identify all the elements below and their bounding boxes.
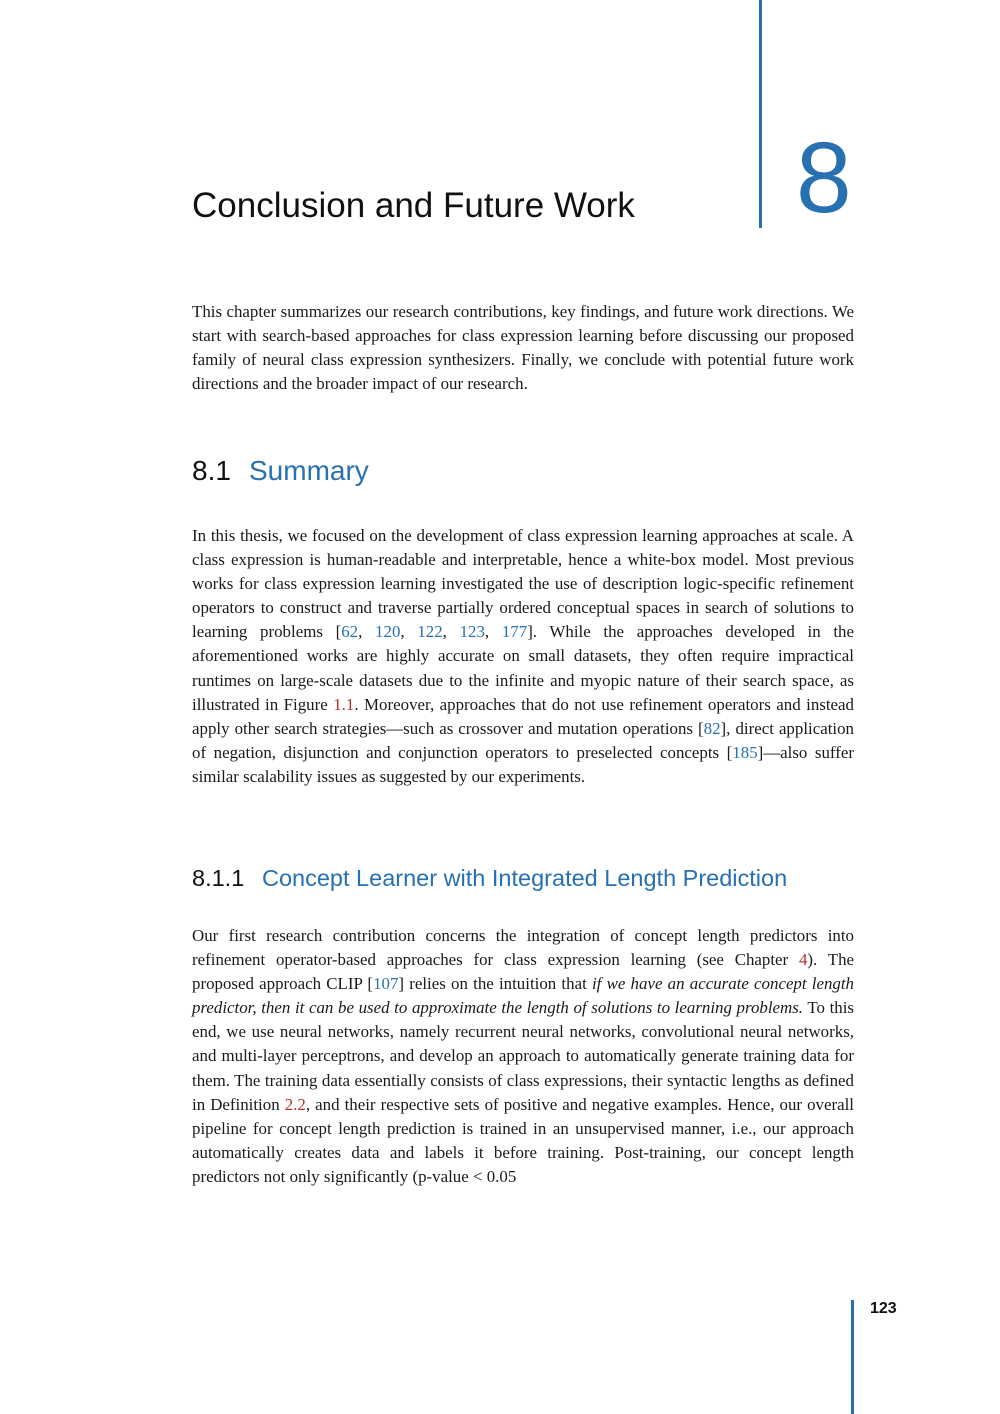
citation-separator: , <box>442 622 460 642</box>
intro-paragraph: This chapter summarizes our research contributions, key findings, and future work directions. We start with search-based approaches for class expression learning before discussing our proposed family of neural class expression synthesizers. Finally, we conclude with potential future work directions and the broader impact of our research. <box>192 302 854 394</box>
citation-link[interactable]: 82 <box>703 718 721 738</box>
definition-reference-link[interactable]: 2.2 <box>284 1094 306 1114</box>
clip-paragraph <box>192 924 854 1189</box>
paragraph-text: In this thesis, we focused on the development of class expression learning approaches at scale. A class expression is human-readable and interpretable, hence a white-box model. Most previous works for class expression learning investigated the use of description logic-specific refinement operators to construct and traverse partially ordered conceptual spaces in search of solutions to learning problems [ <box>192 526 854 642</box>
citation-link[interactable]: 107 <box>373 974 399 994</box>
summary-paragraph <box>192 524 854 789</box>
subsection-number: 8.1.1 <box>192 865 245 891</box>
paragraph-text: ]. While the approaches developed in the aforementioned works are highly accurate on small datasets, they often require impractical runtimes on large-scale datasets due to the infinite and myopic nature of their search space, as illustrated in Figure <box>192 622 854 714</box>
citation-link[interactable]: 185 <box>732 742 758 762</box>
italic-statement: if we have an accurate concept length predictor, then it can be used to approximate the length of solutions to learning problems. <box>192 974 855 1018</box>
citation-link[interactable]: 177 <box>501 622 528 642</box>
section-heading-summary <box>192 455 369 487</box>
paragraph-text: To this end, we use neural networks, namely recurrent neural networks, convolutional neural networks, and multi-layer perceptrons, and develop an approach to automatically generate training data for them. The training data essentially consists of class expressions, their syntactic lengths as defined in Definition <box>192 998 854 1114</box>
paragraph-text: ). The proposed approach CLIP [ <box>192 950 855 994</box>
section-number: 8.1 <box>192 455 231 486</box>
page-number-rule <box>851 1300 854 1414</box>
citation-link[interactable]: 62 <box>341 622 359 642</box>
paragraph-text: Our first research contribution concerns the integration of concept length predictors into refinement operator-based approaches for class expression learning (see Chapter <box>192 926 854 970</box>
chapter-rule <box>759 0 762 228</box>
citation-separator: , <box>484 622 502 642</box>
citation-link[interactable]: 122 <box>417 622 443 642</box>
paragraph-text: . Moreover, approaches that do not use refinement operators and instead apply other search strategies—such as crossover and mutation operations [ <box>192 694 854 738</box>
figure-reference-link[interactable]: 1.1 <box>333 694 355 714</box>
section-title: Summary <box>249 455 369 486</box>
paragraph-text: , and their respective sets of positive and negative examples. Hence, our overall pipeline for concept length prediction is trained in an unsupervised manner, i.e., our approach automatically creates data and labels it before training. Post-training, our concept length predictors not only significantly (p-value < 0.05 <box>192 1094 854 1186</box>
paragraph-text: ] relies on the intuition that <box>398 974 592 994</box>
subsection-title: Concept Learner with Integrated Length Prediction <box>262 865 788 891</box>
subsection-heading-clip <box>192 865 787 892</box>
citation-separator: , <box>400 622 418 642</box>
paragraph-text: ]—also suffer similar scalability issues as suggested by our experiments. <box>192 742 855 786</box>
citation-link[interactable]: 123 <box>459 622 485 642</box>
citation-link[interactable]: 120 <box>375 622 401 642</box>
chapter-title: Conclusion and Future Work <box>192 186 635 225</box>
paragraph-text: ], direct application of negation, disjunction and conjunction operators to preselected concepts [ <box>192 718 854 762</box>
citation-separator: , <box>358 622 376 642</box>
chapter-reference-link[interactable]: 4 <box>798 950 808 970</box>
chapter-number: 8 <box>796 122 852 234</box>
page-number: 123 <box>870 1300 897 1317</box>
